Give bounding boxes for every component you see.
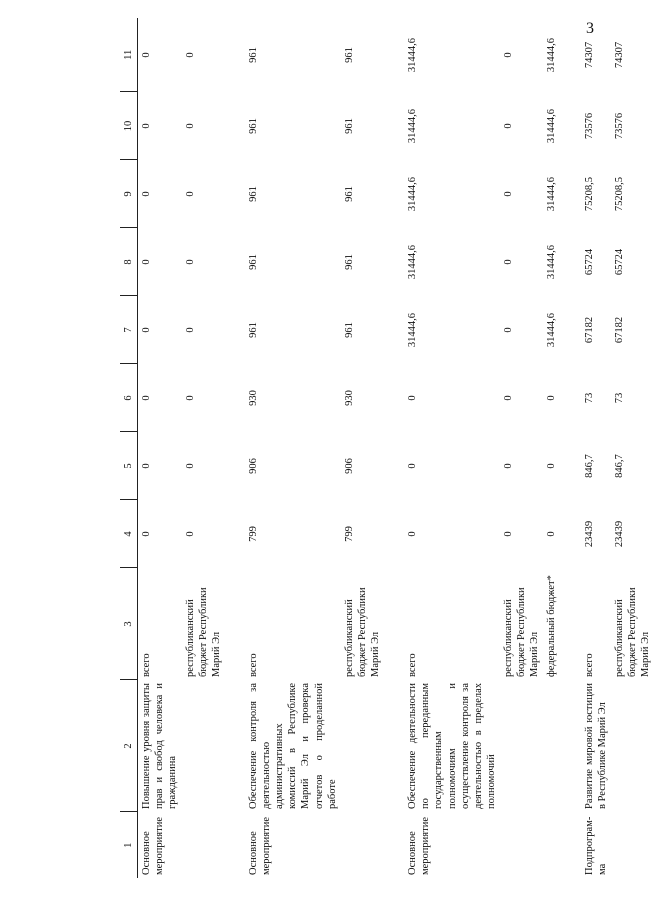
row-type-cell: Основное мероприятие [407, 817, 432, 875]
source-cell: республиканский бюджет Республики Марий Эл [613, 587, 651, 677]
value-cell: 0 [184, 327, 196, 333]
column-header: 5 [120, 432, 138, 500]
column-header: 4 [120, 500, 138, 568]
column-number-row [120, 18, 138, 878]
value-cell: 0 [407, 531, 419, 537]
row-type-cell [543, 812, 560, 878]
row-name-cell: Обеспечение контроля за деятельностью административных комиссий в Республике Марий Эл и проверка отчетов о проделанной работе [247, 683, 338, 809]
column-header: 7 [120, 296, 138, 364]
value-cell: 906 [247, 458, 259, 474]
column-header: 11 [120, 18, 138, 92]
value-cell: 0 [184, 191, 196, 197]
table-row [245, 18, 341, 878]
table-row [138, 18, 182, 878]
value-cell: 31444,6 [407, 244, 419, 280]
value-cell: 961 [247, 47, 259, 63]
table-row [581, 18, 611, 878]
value-cell: 75208,5 [583, 176, 595, 212]
column-header: 1 [120, 812, 138, 878]
value-cell: 23439 [583, 520, 595, 548]
page-number: 3 [586, 20, 594, 37]
source-cell: республиканский бюджет Республики Марий Эл [343, 587, 381, 677]
value-cell: 67182 [613, 316, 625, 344]
row-name-cell [341, 680, 384, 812]
source-cell: всего [141, 653, 153, 677]
value-cell: 31444,6 [546, 244, 558, 280]
column-header: 8 [120, 228, 138, 296]
row-name-cell [182, 680, 225, 812]
value-cell: 31444,6 [546, 37, 558, 73]
value-cell: 906 [343, 458, 355, 474]
value-cell: 846,7 [583, 454, 595, 478]
row-type-cell: Подпрограм-ма [583, 816, 608, 875]
value-cell: 0 [184, 531, 196, 537]
value-cell: 961 [343, 254, 355, 270]
value-cell: 0 [503, 395, 514, 401]
value-cell: 0 [503, 259, 514, 265]
value-cell: 961 [343, 118, 355, 134]
value-cell: 31444,6 [407, 176, 419, 212]
source-cell: всего [583, 653, 595, 677]
column-header: 3 [120, 568, 138, 680]
table-row [341, 18, 384, 878]
value-cell: 31444,6 [546, 108, 558, 144]
value-cell: 74307 [613, 41, 625, 69]
row-type-cell [341, 812, 384, 878]
table-row [543, 18, 560, 878]
value-cell: 961 [247, 254, 259, 270]
value-cell: 0 [184, 123, 196, 129]
value-cell: 0 [407, 395, 419, 401]
value-cell: 0 [141, 52, 153, 58]
column-header: 10 [120, 92, 138, 160]
column-header: 2 [120, 680, 138, 812]
row-type-cell: Основное мероприятие [247, 817, 272, 875]
value-cell: 0 [503, 191, 514, 197]
row-type-cell [611, 812, 654, 878]
table-row [500, 18, 543, 878]
value-cell: 0 [546, 463, 558, 469]
value-cell: 0 [503, 463, 514, 469]
value-cell: 961 [343, 47, 355, 63]
value-cell: 73576 [583, 112, 595, 140]
value-cell: 930 [343, 390, 355, 406]
row-name-cell [543, 680, 560, 812]
value-cell: 0 [407, 463, 419, 469]
column-header: 6 [120, 364, 138, 432]
value-cell: 31444,6 [407, 108, 419, 144]
source-cell: федеральный бюджет* [546, 575, 558, 677]
value-cell: 799 [247, 526, 259, 542]
value-cell: 31444,6 [407, 37, 419, 73]
value-cell: 961 [247, 118, 259, 134]
value-cell: 961 [343, 186, 355, 202]
value-cell: 0 [503, 52, 514, 58]
value-cell: 961 [343, 322, 355, 338]
value-cell: 0 [184, 395, 196, 401]
value-cell: 73 [613, 392, 625, 404]
value-cell: 0 [141, 191, 153, 197]
value-cell: 65724 [613, 248, 625, 276]
row-type-cell [182, 812, 225, 878]
value-cell: 0 [503, 531, 514, 537]
source-cell: всего [247, 653, 259, 677]
value-cell: 0 [546, 395, 558, 401]
value-cell: 0 [184, 52, 196, 58]
value-cell: 0 [503, 123, 514, 129]
row-type-cell [500, 812, 543, 878]
row-type-cell: Основное мероприятие [141, 817, 166, 875]
value-cell: 31444,6 [546, 312, 558, 348]
value-cell: 31444,6 [546, 176, 558, 212]
value-cell: 799 [343, 526, 355, 542]
value-cell: 0 [141, 395, 153, 401]
source-cell: республиканский бюджет Республики Марий Эл [503, 587, 541, 677]
budget-table [120, 18, 654, 878]
value-cell: 961 [247, 186, 259, 202]
table-row [404, 18, 500, 878]
source-cell: республиканский бюджет Республики Марий Эл [184, 587, 222, 677]
value-cell: 23439 [613, 520, 625, 548]
row-name-cell [611, 680, 654, 812]
value-cell: 0 [141, 531, 153, 537]
value-cell: 73576 [613, 112, 625, 140]
value-cell: 31444,6 [407, 312, 419, 348]
source-cell: всего [407, 653, 419, 677]
value-cell: 0 [141, 463, 153, 469]
column-header: 9 [120, 160, 138, 228]
row-name-cell [500, 680, 543, 812]
row-name-cell: Развитие мировой юстиции в Республике Марий Эл [583, 683, 608, 809]
table-row [182, 18, 225, 878]
value-cell: 75208,5 [613, 176, 625, 212]
value-cell: 0 [184, 259, 196, 265]
value-cell: 0 [184, 463, 196, 469]
table-row [611, 18, 654, 878]
row-name-cell: Повышение уровня защиты прав и свобод человека и гражданина [141, 683, 179, 809]
value-cell: 0 [503, 327, 514, 333]
value-cell: 0 [141, 123, 153, 129]
value-cell: 67182 [583, 316, 595, 344]
value-cell: 0 [141, 327, 153, 333]
value-cell: 846,7 [613, 454, 625, 478]
value-cell: 74307 [583, 41, 595, 69]
value-cell: 65724 [583, 248, 595, 276]
row-name-cell: Обеспечение деятельности по переданным государственным полномочиям и осуществление контроля за деятельностью в пределах полномочий [407, 683, 497, 809]
value-cell: 0 [141, 259, 153, 265]
rotated-table-container [120, 18, 651, 878]
value-cell: 73 [583, 392, 595, 404]
value-cell: 930 [247, 390, 259, 406]
value-cell: 961 [247, 322, 259, 338]
value-cell: 0 [546, 531, 558, 537]
